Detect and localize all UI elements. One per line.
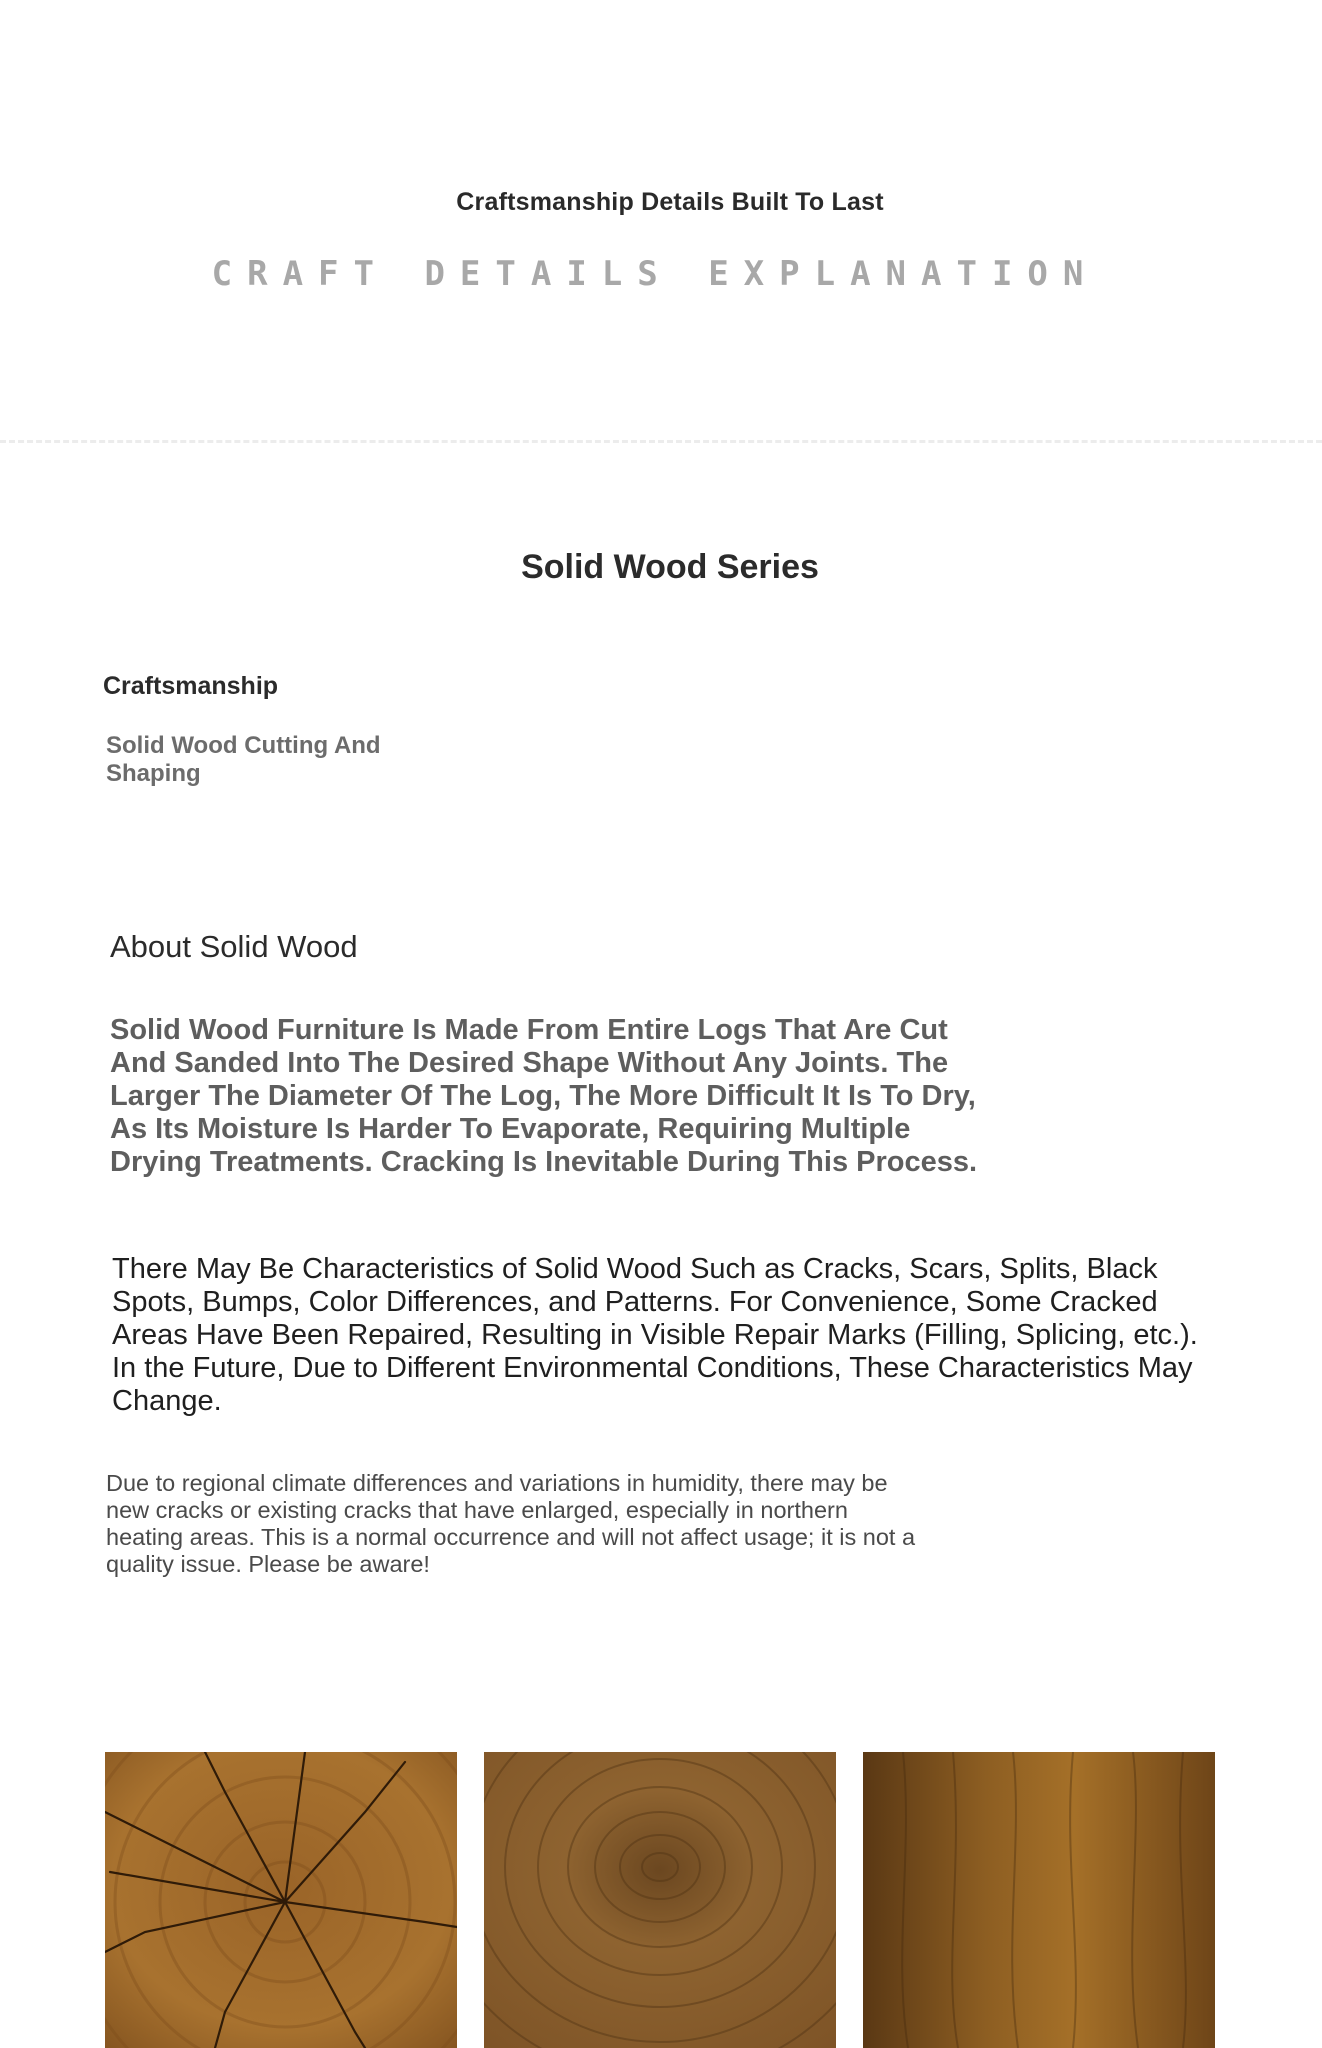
section-divider xyxy=(0,440,1322,443)
craftsmanship-subtitle: Solid Wood Cutting And Shaping xyxy=(106,732,381,787)
series-title: Solid Wood Series xyxy=(521,548,819,586)
craftsmanship-label: Craftsmanship xyxy=(103,672,279,700)
page-tagline: Craftsmanship Details Built To Last xyxy=(456,188,884,216)
wood-end-grain-photo xyxy=(105,1752,457,2048)
about-note: Due to regional climate differences and variations in humidity, there may be new cracks or existing cracks that have enlarged, especially in northern heating areas. This is a normal occurrence and will not affect usage; it is not a quality issue. Please be aware! xyxy=(106,1470,916,1577)
wood-growth-rings-photo xyxy=(484,1752,836,2048)
page-title: CRAFT DETAILS EXPLANATION xyxy=(211,254,1099,294)
about-heading: About Solid Wood xyxy=(110,929,358,964)
wood-plank-grain-photo xyxy=(863,1752,1215,2048)
about-paragraph-bold: Solid Wood Furniture Is Made From Entire Logs That Are Cut And Sanded Into The Desired Shape Without Any Joints. The Larger The Diameter Of The Log, The More Difficult It Is To Dry, As Its Moisture Is Harder To Evaporate, Requiring Multiple Drying Treatments. Cracking Is Inevitable During This Process. xyxy=(110,1014,978,1178)
about-paragraph-characteristics: There May Be Characteristics of Solid Wood Such as Cracks, Scars, Splits, Black Spots, Bumps, Color Differences, and Patterns. For Convenience, Some Cracked Areas Have Been Repaired, Resulting in Visible Repair Marks (Filling, Splicing, etc.). In the Future, Due to Different Environmental Conditions, These Characteristics May Change. xyxy=(112,1253,1198,1417)
